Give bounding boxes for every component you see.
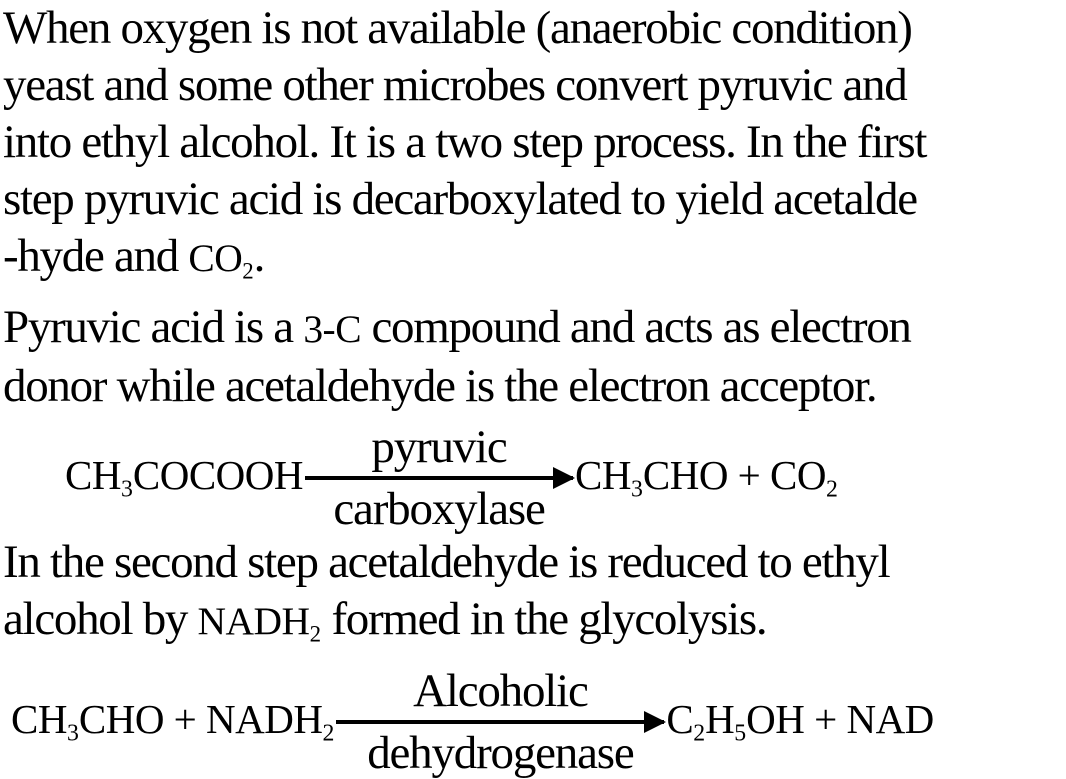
eq2-reactant-formula: $CH_3CHO$ + $NADH_2$ [11, 695, 335, 747]
p2-line1 [3, 299, 1066, 358]
eq2-reactant-sub2: 2 [322, 720, 335, 747]
eq2-arrow-icon [336, 720, 664, 724]
p3-line1: In the second step acetaldehyde is reduced to ethyl [3, 536, 890, 589]
p3-line2-post: formed in the glycolysis. [321, 593, 767, 646]
eq1-arrow-icon [305, 476, 573, 480]
eq2-product-sub1: 2 [693, 720, 706, 747]
co2-subscript: 2 [242, 258, 254, 284]
eq2-enzyme-top: Alcoholic [413, 664, 588, 717]
eq1-product-formula: $CH_3CHO + CO_2$ [575, 452, 838, 504]
eq2-product-formula: $C_2H_5OH$ + NAD [666, 695, 934, 747]
eq1-reaction-arrow [305, 422, 573, 534]
eq1-enzyme-top: pyruvic [371, 421, 507, 474]
equation-reduction [11, 666, 1066, 778]
eq1-reactant-sub: 3 [120, 477, 133, 504]
eq1-product-sub2: 2 [826, 477, 838, 504]
eq2-reaction-arrow [336, 666, 664, 778]
p1-line1: When oxygen is not available (anaerobic condition) [3, 2, 912, 54]
nadh2-formula: $NADH_2$ [197, 599, 321, 647]
p2-line2: donor while acetaldehyde is the electron acceptor. [3, 360, 877, 413]
eq2-reactant-sub1: 3 [66, 720, 79, 747]
p1-line4: step pyruvic acid is decarboxylated to yield acetalde [3, 173, 917, 225]
p1-line3: into ethyl alcohol. It is a two step process. In the first [3, 116, 927, 168]
p1-line5-period: . [253, 230, 265, 282]
equation-decarboxylation [65, 422, 1066, 534]
p2-line1-pre: Pyruvic acid is a [3, 301, 304, 354]
nadh2-subscript: 2 [309, 621, 321, 647]
p2-line1-post: compound and acts as electron [361, 301, 911, 354]
paragraph-electron-donor [3, 299, 1066, 415]
p3-line2-pre: alcohol by [3, 593, 198, 646]
eq2-product-sub2: 5 [734, 720, 747, 747]
eq1-enzyme-bottom: carboxylase [333, 483, 545, 536]
p1-line2: yeast and some other microbes convert pyruvic and [3, 59, 907, 111]
co2-formula: $CO_2$ [188, 236, 254, 284]
eq2-enzyme-bottom: dehydrogenase [367, 726, 634, 779]
p3-line2 [3, 591, 1066, 662]
eq1-product-sub1: 3 [630, 477, 643, 504]
three-c-label: 3-C [303, 307, 362, 352]
p1-line5 [3, 228, 1066, 299]
p1-line5-text: -hyde and [3, 230, 189, 282]
paragraph-second-step [3, 534, 1066, 662]
eq1-reactant-formula: $CH_3COCOOH$ [65, 452, 303, 504]
paragraph-anaerobic-intro [3, 0, 1066, 299]
